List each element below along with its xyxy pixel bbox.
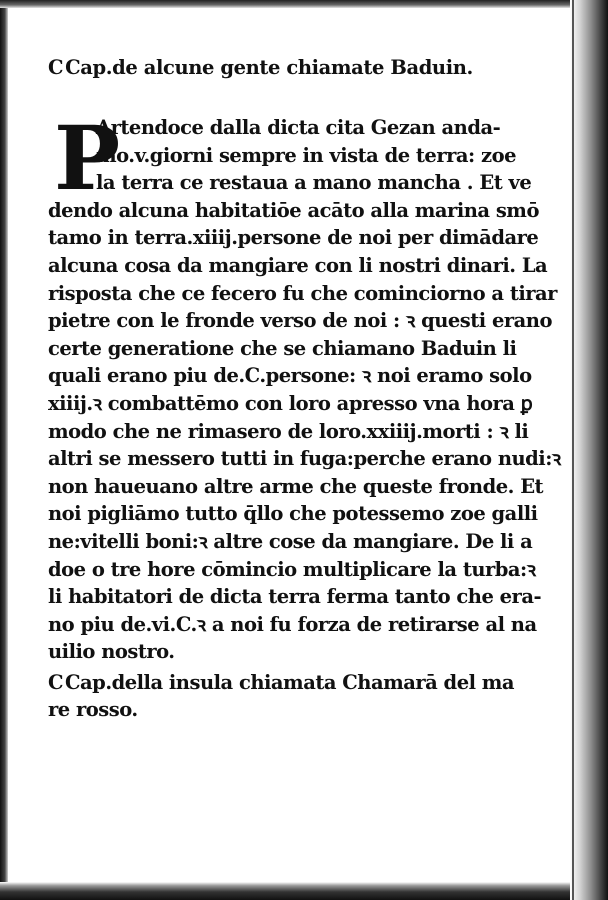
text-line: modo che ne rimasero de loro.xxiiij.morti : ꝛ li	[48, 419, 529, 443]
text-line: no piu de.vi.C.ꝛ a noi fu forza de retirarse al na	[48, 612, 537, 636]
next-chapter-heading-line	[48, 669, 548, 697]
text-line: alcuna cosa da mangiare con li nostri dinari. La	[48, 253, 548, 277]
text-line: dendo alcuna habitatiōe acāto alla marina smō	[48, 198, 539, 222]
text-line: uilio nostro.	[48, 640, 175, 664]
scan-border-top	[0, 0, 608, 8]
text-line: ne:vitelli boni:ꝛ altre cose da mangiare. De li a	[48, 529, 533, 553]
chapter-heading	[48, 52, 548, 84]
text-line: xiiij.ꝛ combattēmo con loro apresso vna hora ꝑ	[48, 391, 533, 415]
text-line: mo.v.giorni sempre in vista de terra: zoe	[96, 143, 516, 167]
page-crease	[572, 0, 574, 900]
pilcrow-mark: C	[48, 670, 64, 694]
scan-border-bottom	[0, 882, 608, 900]
text-line: la terra ce restaua a mano mancha . Et ve	[96, 171, 532, 195]
body-paragraph	[48, 106, 561, 666]
text-line: tamo in terra.xiiij.persone de noi per dimādare	[48, 226, 539, 250]
scan-border-left	[0, 0, 8, 900]
pilcrow-mark: C	[48, 56, 64, 79]
text-line: quali erano piu de.C.persone: ꝛ noi eramo solo	[48, 364, 532, 388]
text-block	[48, 52, 561, 724]
scan-border-right	[570, 0, 608, 900]
text-line: doe o tre hore cōmincio multiplicare la turba:ꝛ	[48, 557, 536, 581]
next-chapter-heading-line: re rosso.	[48, 698, 138, 722]
text-line: non haueuano altre arme che queste fronde. Et	[48, 474, 544, 498]
text-line: pietre con le fronde verso de noi : ꝛ questi erano	[48, 309, 552, 333]
text-line: risposta che ce fecero fu che cominciorno a tirar	[48, 281, 557, 305]
text-line: Artendoce dalla dicta cita Gezan anda-	[96, 116, 501, 139]
text-line: altri se messero tutti in fuga:perche erano nudi:ꝛ	[48, 447, 561, 471]
next-chapter-heading	[48, 669, 548, 724]
text-line: certe generatione che se chiamano Baduin li	[48, 336, 517, 360]
drop-cap: P	[54, 106, 121, 210]
next-chapter-heading-text: Cap.della insula chiamata Chamarā del ma	[65, 670, 515, 694]
chapter-heading-text: Cap.de alcune gente chiamate Baduin.	[65, 56, 473, 79]
text-line: li habitatori de dicta terra ferma tanto che era-	[48, 585, 542, 609]
text-line: noi pigliāmo tutto q̄llo che potessemo zoe galli	[48, 502, 538, 526]
